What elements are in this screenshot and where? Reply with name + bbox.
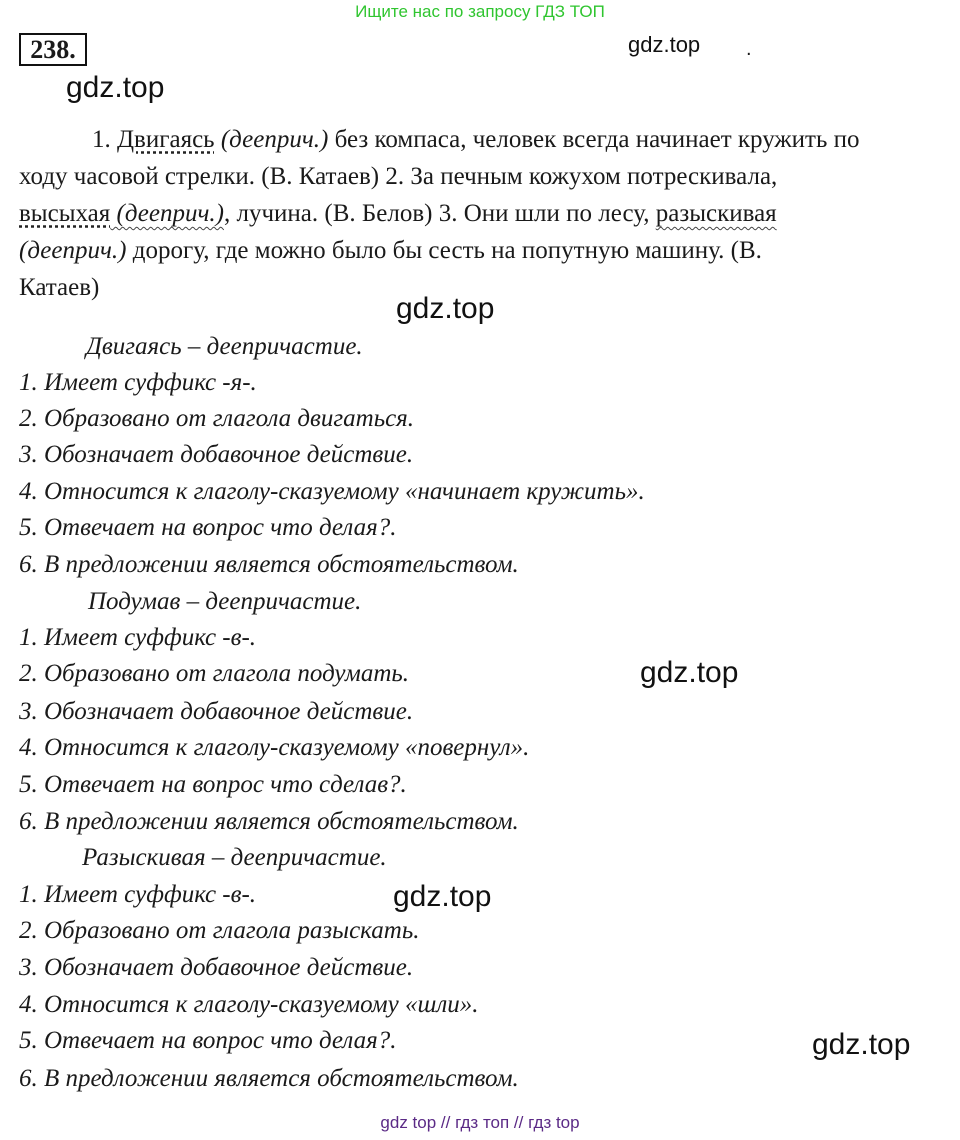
text-line-2: ходу часовой стрелки. (В. Катаев) 2. За печным кожухом потрескивала, [19,163,778,190]
search-banner: Ищите нас по запросу ГДЗ ТОП [355,2,605,21]
analysis-heading: Подумав – деепричастие. [88,588,362,615]
sentence-text: дорогу, где можно было бы сесть на попутную машину. (В. [126,237,762,264]
gerund-razyskivaya: разыскивая [655,200,777,227]
watermark-top-left: gdz.top [66,71,165,104]
analysis-item: 6. В предложении является обстоятельством. [19,1065,519,1092]
analysis-item: 2. Образовано от глагола разыскать. [19,917,420,944]
watermark-middle-2: gdz.top [640,656,739,689]
text-line-3 [19,195,949,232]
analysis-heading: Двигаясь – деепричастие. [86,333,363,360]
analysis-item: 1. Имеет суффикс -в-. [19,624,257,651]
gerund-note: (дееприч.) [19,237,127,264]
stray-dot: . [746,38,752,60]
analysis-item: 2. Образовано от глагола двигаться. [19,405,415,432]
exercise-number-box: 238. [19,33,87,66]
analysis-item: 1. Имеет суффикс -в-. [19,881,257,908]
text-line-4 [19,232,949,269]
analysis-item: 4. Относится к глаголу-сказуемому «начинает кружить». [19,478,645,505]
watermark-middle-3: gdz.top [393,880,492,913]
gerund-dvigayas: Двигаясь [117,126,215,153]
gerund-note: (дееприч.) [110,200,224,227]
text-line-1 [19,121,949,158]
analysis-item: 5. Отвечает на вопрос что делая?. [19,514,397,541]
gerund-vysykhaya: высыхая [19,200,111,227]
gerund-note: (дееприч.) [214,126,329,153]
analysis-item: 6. В предложении является обстоятельством. [19,808,519,835]
analysis-item: 2. Образовано от глагола подумать. [19,660,410,687]
watermark-middle-1: gdz.top [396,292,495,325]
analysis-item: 3. Обозначает добавочное действие. [19,441,414,468]
footer-links: gdz top // гдз топ // гдз top [380,1113,580,1132]
analysis-item: 3. Обозначает добавочное действие. [19,698,414,725]
sentence-number: 1. [92,126,117,153]
watermark-top-right: gdz.top [628,32,701,57]
analysis-item: 6. В предложении является обстоятельством. [19,551,519,578]
watermark-bottom-right: gdz.top [812,1028,911,1061]
sentence-text: без компаса, человек всегда начинает кружить по [328,126,860,153]
analysis-item: 1. Имеет суффикс -я-. [19,369,257,396]
analysis-item: 4. Относится к глаголу-сказуемому «повернул». [19,734,530,761]
analysis-item: 3. Обозначает добавочное действие. [19,954,414,981]
analysis-item: 5. Отвечает на вопрос что делая?. [19,1027,397,1054]
analysis-item: 4. Относится к глаголу-сказуемому «шли». [19,991,479,1018]
analysis-heading: Разыскивая – деепричастие. [82,844,387,871]
text-line-5: Катаев) [19,274,100,301]
analysis-item: 5. Отвечает на вопрос что сделав?. [19,771,407,798]
sentence-text: , лучина. (В. Белов) 3. Они шли по лесу, [224,200,656,227]
